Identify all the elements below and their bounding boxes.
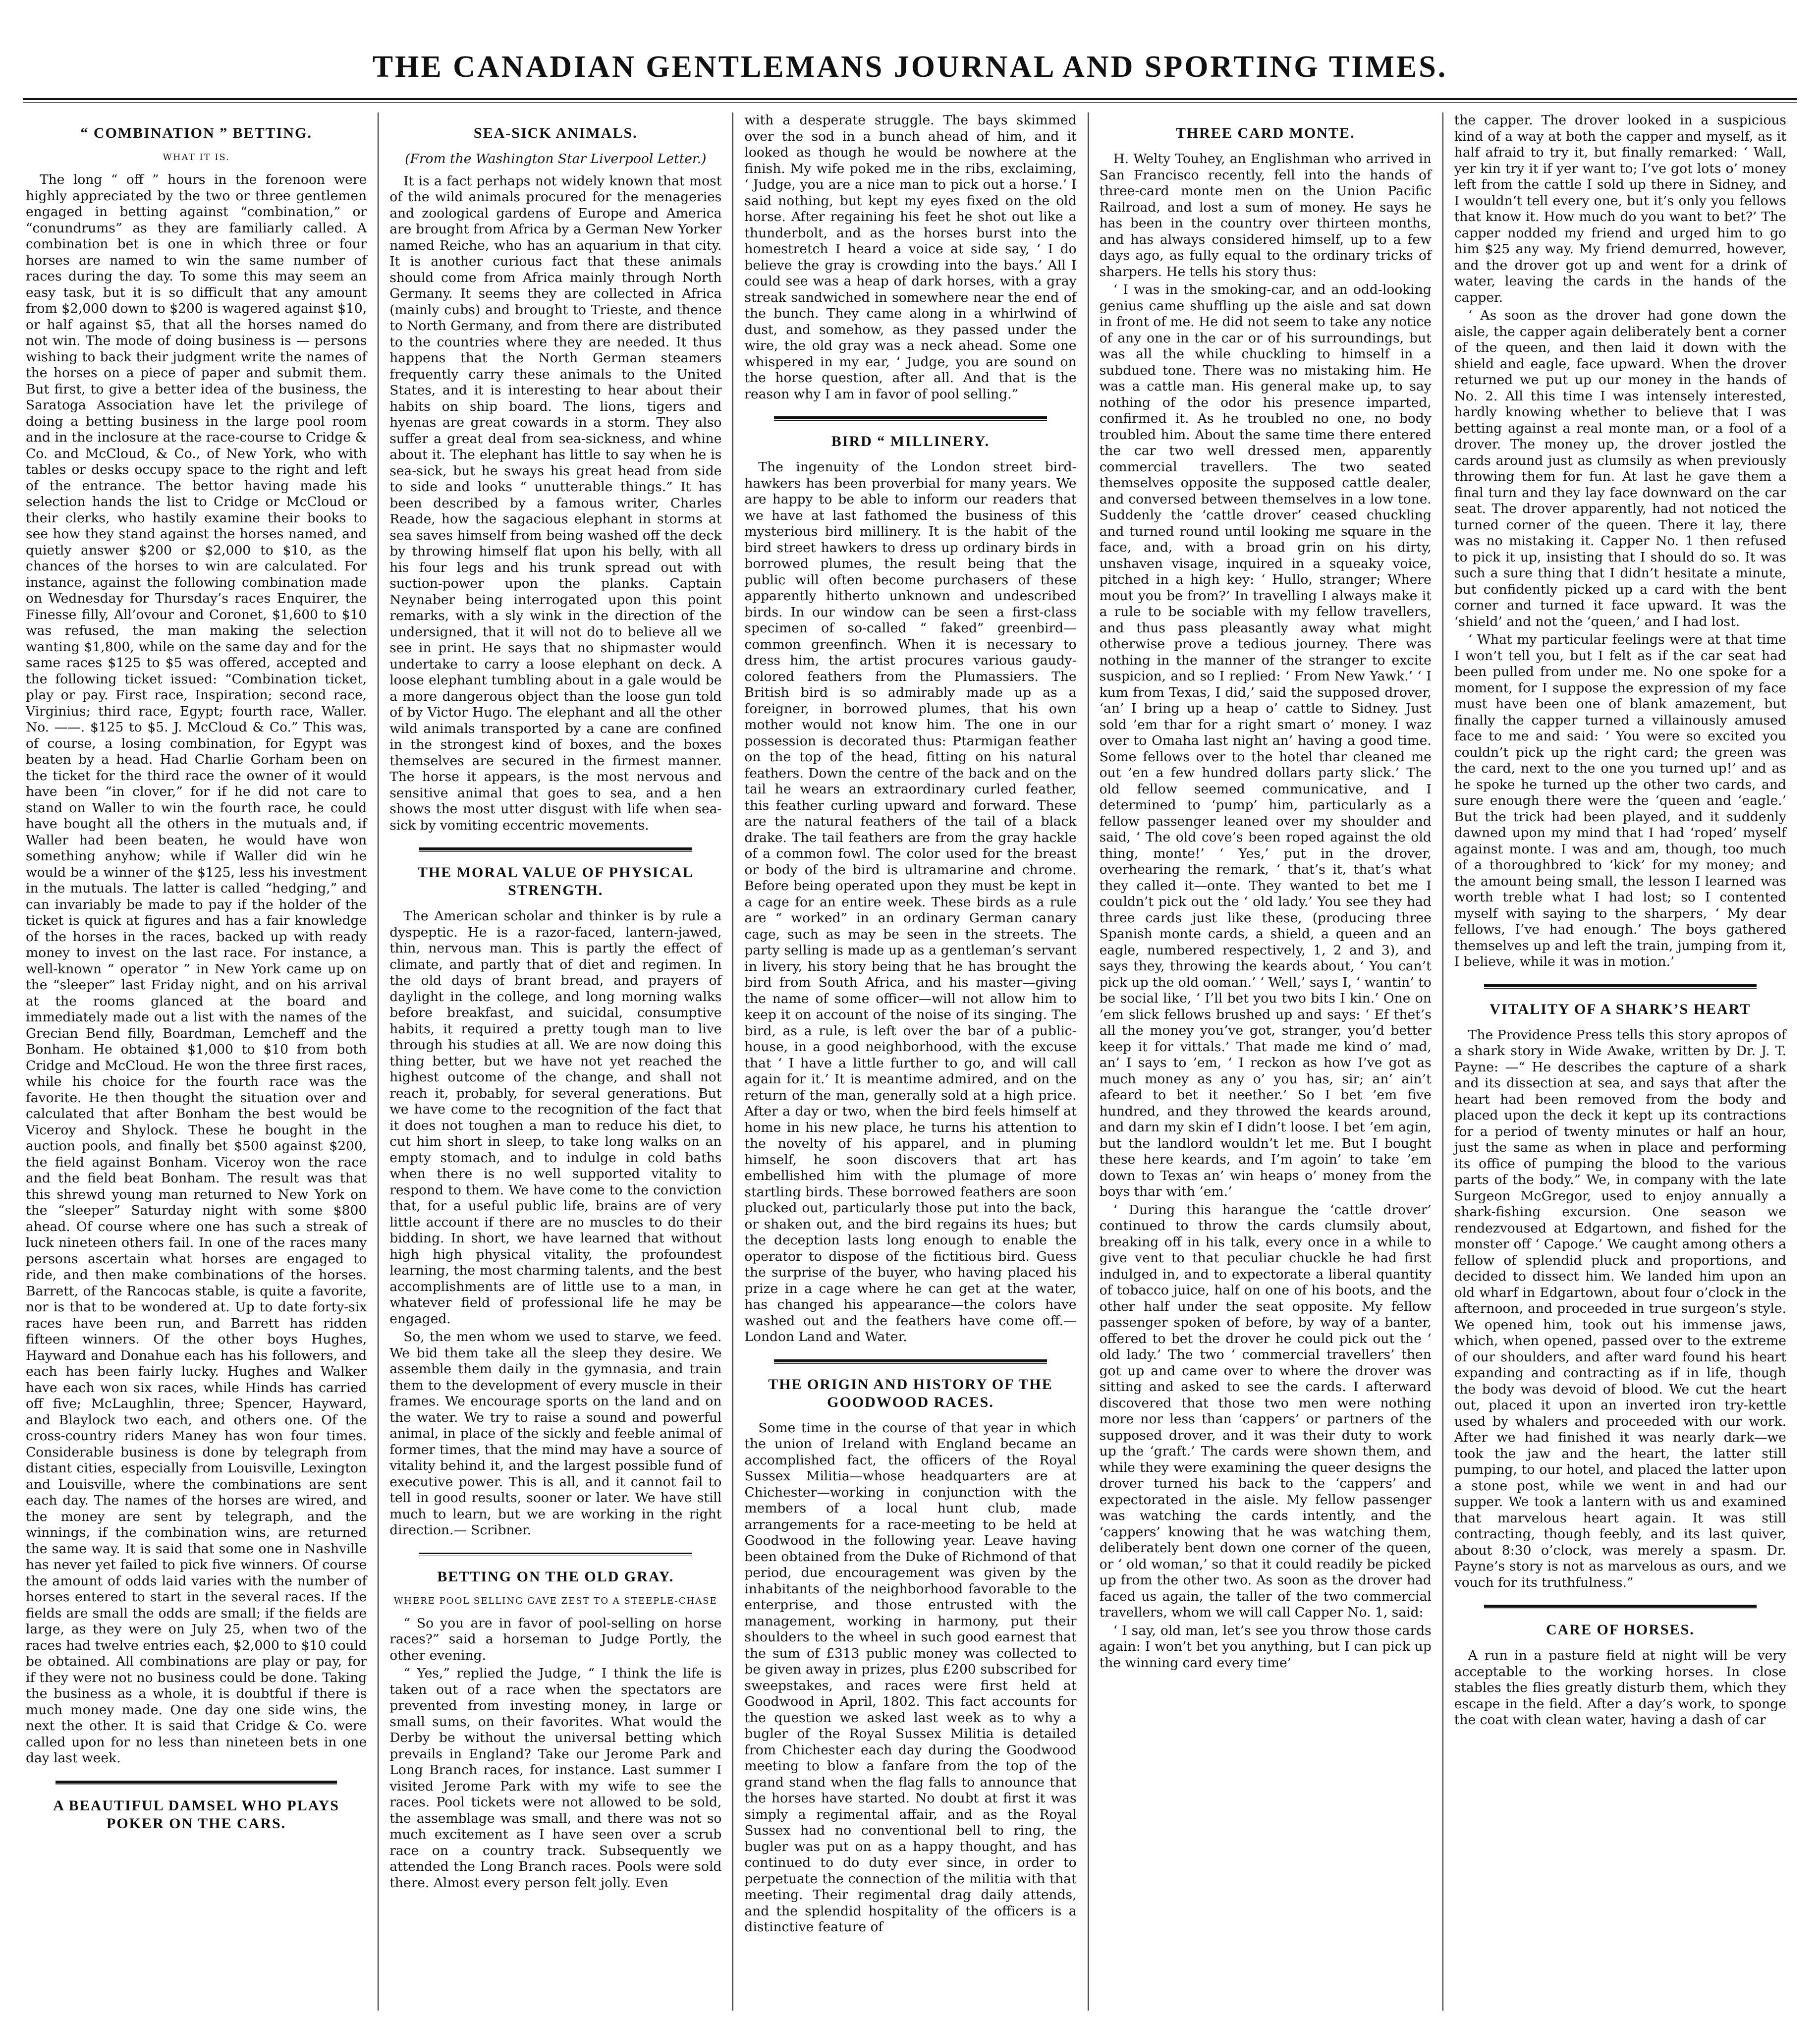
article-body xyxy=(1454,1648,1786,1729)
article-divider xyxy=(55,1781,337,1785)
paragraph: It is a fact perhaps not widely known that most of the wild animals procured for the menageries and zoological gardens of Europe and America are brought from Africa by a German New Yorker named Reiche, who has an aquarium in that city. It is another curious fact that these animals should come from Africa mainly through North Germany. It seems they are collected in Africa (mainly cubs) and brought to Trieste, and thence to North Germany, and from there are distributed to the countries where they are needed. It thus happens that the North German steamers frequently carry these animals to the United States, and it is interesting to hear about their habits on ship board. The lions, tigers and hyenas are great cowards in a storm. They also suffer a great deal from sea-sickness, and whine about it. The elephant has little to say when he is sea-sick, but he sways his great head from side to side and looks “ unutterable things.” It has been described by a famous writer, Charles Reade, how the sagacious elephant in storms at sea saves himself from being washed off the deck by throwing himself flat upon his belly, with all his four legs and his trunk spread out with suction-power upon the planks. Captain Neynaber being interrogated upon this point remarks, with a sly wink in the direction of the undersigned, that it will not do to believe all we see in print. He says that no shipmaster would undertake to carry a loose elephant on deck. A loose elephant tumbling about in a gale would be a more dangerous object than the loose gun told of by Victor Hugo. The elephant and all the other wild animals transported by a cane are confined in the strongest kind of boxes, and the boxes themselves are secured in the firmest manner. The horse it appears, is the most nervous and sensitive animal that goes to sea, and a hen shows the most utter disgust with life when sea-sick by vomiting eccentric movements. xyxy=(389,173,722,833)
column-3 xyxy=(732,112,1087,2011)
article-title: THE ORIGIN AND HISTORY OF THE GOODWOOD RACES. xyxy=(768,1376,1053,1410)
article-title: “ COMBINATION ” BETTING. xyxy=(80,125,312,141)
article-title: SEA-SICK ANIMALS. xyxy=(473,125,638,141)
column-1 xyxy=(23,112,378,2011)
paragraph: A run in a pasture field at night will be very acceptable to the working horses. In close stables the flies greatly disturb them, which they escape in the field. After a day’s work, to sponge the coat with clean water, having a dash of car xyxy=(1454,1648,1786,1728)
paragraph: “ So you are in favor of pool-selling on horse races?” said a horseman to Judge Portly, the other evening. xyxy=(389,1615,722,1663)
column-4 xyxy=(1088,112,1442,2011)
article-body xyxy=(389,173,721,834)
paragraph: ‘ I say, old man, let’s see you throw those cards again: I won’t bet you anything, but I can pick up the winning card every time’ xyxy=(1099,1623,1432,1671)
paragraph: ‘ As soon as the drover had gone down the aisle, the capper again deliberately bent a corner of the queen, and then laid it down with the shield and eagle, face upward. When the drover returned we put up our money in the hands of No. 2. All this time I was intensely interested, hardly knowing whether to believe that I was betting against a real monte man, or a fool of a drover. The money up, the drover jostled the cards around just as clumsily as when previously throwing them for fun. At last he gave them a final turn and they lay face downward on the car seat. The drover apparently, had not noticed the turned corner of the queen. There it lay, there was no mistaking it. Capper No. 1 then refused to pick it up, insisting that I should do so. It was such a sure thing that I didn’t hesitate a minute, but confidently picked up a card with the bent corner and turned it face upward. It was the ‘shield’ and not the ‘queen,’ and I had lost. xyxy=(1454,308,1786,629)
paragraph: ‘ What my particular feelings were at that time I won’t tell you, but I felt as if the car seat had been pulled from under me. No one spoke for a moment, for I suppose the expression of my face must have been one of blank amazement, but finally the capper turned a villainously amused face to me and said: ‘ You were so excited you couldn’t pick up the right card; the green was the card, next to the one you turned up!’ and as he spoke he turned up the other two cards, and sure enough there were the ‘queen and ‘eagle.’ But the trick had been played, and it suddenly dawned upon my mind that I had ‘roped’ myself against monte. I was and am, though, too much of a thoroughbred to ‘kick’ for my money; and the amount being small, the lesson I learned was worth treble what I had lost; so I contented myself with saying to the sharpers, ‘ My dear fellows, I’ve had enough.’ The boys gathered themselves up and left the train, jumping from it, I believe, while it was in motion.’ xyxy=(1454,632,1786,969)
article-divider xyxy=(774,416,1047,421)
article-body xyxy=(389,908,721,1539)
paragraph: The Providence Press tells this story apropos of a shark story in Wide Awake, written by Dr. J. T. Payne: —“ He describes the capture of a shark and its dissection at sea, and says that after the heart had been removed from the body and placed upon the deck it kept up its contractions for a period of twenty minutes or half an hour, just the same as when in place and performing its office of pumping the blood to the various parts of the body.” We, in company with the late Surgeon McGregor, used to enjoy annually a shark-fishing excursion. One season we rendezvoused at Edgartown, and fished for the monster off ‘ Capoge.’ We caught among others a fellow of splendid pluck and proportions, and decided to dissect him. We landed him upon an old wharf in Edgartown, about four o’clock in the afternoon, and proceeded in true surgeon’s style. We opened him, took out his immense jaws, which, when opened, passed over to the extreme of our shoulders, and after ward found his heart expanding and contracting as if in life, though the body was devoid of blood. We cut the heart out, placed it upon an inverted iron try-kettle used by whalers and proceeded with our work. After we had finished it was nearly dark—we took the jaw and the heart, the latter still pumping, to our hotel, and placed the latter upon a stone post, while we went in and had our supper. We took a lantern with us and examined that marvelous heart again. It was still contracting, though feebly, and its last quiver, about 8:30 o’clock, was merely a spasm. Dr. Payne’s story is not as marvelous as ours, and we vouch for its truthfulness.” xyxy=(1454,1027,1786,1590)
article-divider xyxy=(419,1553,692,1556)
article-title: BETTING ON THE OLD GRAY. xyxy=(437,1568,674,1585)
article-body xyxy=(744,1420,1076,1936)
paragraph: The long “ off ” hours in the forenoon were highly appreciated by the two or three gentlemen engaged in betting against “combination,” or “conundrums” as they are familiarly called. A combination bet is one in which three or four horses are named to win the same number of races during the day. To some this may seem an easy task, but it is so difficult that any amount from $2,000 down to $200 is wagered against $10, or half against $5, that all the horses named do not win. The mode of doing business is — persons wishing to back their judgment write the names of the horses on a piece of paper and submit them. But first, to give a better idea of the business, the Saratoga Association have let the privilege of doing a betting business in the large pool room and in the inclosure at the race-course to Cridge & Co. and McCloud, & Co., of New York, who with tables or desks occupy space to the right and left of the entrance. The bettor having made his selection hands the list to Cridge or McCloud or their clerks, who hastily examine their books to see how they stand against the horses named, and quietly answer $200 or $2,000 to $10, as the chances of the horses to win are calculated. For instance, against the following combination made on Wednesday for Thursday’s races Enquirer, the Finesse filly, All’ovour and Coronet, $1,600 to $10 was refused, the man making the selection wanting $1,800, while on the same day and for the same races $125 to $5 was offered, accepted and the following ticket issued: “Combination ticket, play or pay. First race, Inspiration; second race, Virginius; third race, Egypt; fourth race, Waller. No. ——. $125 to $5. J. McCloud & Co.” This was, of course, a losing combination, for Egypt was beaten by a head. Had Charlie Gorham been on the ticket for the third race the owner of it would have been “in clover,” for if he did not care to stand on Waller to win the fourth race, he could have bought all the others in the mutuals and, if Waller had been beaten, he would have won something anyhow; while if Waller did win he would be a winner of the $125, less his investment in the mutuals. The latter is called “hedging,” and can invariably be made to pay if the holder of the ticket is quick at figures and has a fair knowledge of the horses in the races, backed up with ready money to invest on the last race. For instance, a well-known “ operator ” in New York came up on the “sleeper” last Friday night, and on his arrival at the rooms glanced at the board and immediately made out a list with the names of the Grecian Bend filly, Boardman, Lemcheff and the Bonham. He obtained $1,000 to $10 from both Cridge and McCloud. He won the three first races, while his choice for the fourth race was the favorite. He then thought the situation over and calculated that after Bonham the best would be Viceroy and Shylock. These he bought in the auction pools, and finally bet $500 against $200, the field against Bonham. Viceroy won the race and the field beat Bonham. The result was that this shrewd young man returned to New York on the “sleeper” Saturday night with some $800 ahead. Of course where one has such a streak of luck nineteen others fail. In one of the races many persons ascertain what horses are engaged to ride, and then make combinations of the horses. Barrett, of the Rancocas stable, is quite a favorite, nor is that to be wondered at. Up to date forty-six races have been run, and Barrett has ridden fifteen winners. Of the other boys Hughes, Hayward and Donahue each has his followers, and each has been fairly lucky. Hughes and Walker have each won six races, while Hinds has carried off five; McLaughlin, three; Spencer, Hayward, and Blaylock two each, and others one. Of the cross-country riders Maney has won four times. Considerable business is done by telegraph from distant cities, especially from Louisville, Lexington and Louisville, where the combinations are sent each day. The names of the horses are wired, and the money are sent by telegraph, and the winnings, if the combination wins, are returned the same way. It is said that some one in Nashville has never yet failed to pick five winners. Of course the amount of odds laid varies with the number of horses entered to start in the several races. If the fields are small the odds are small; if the fields are large, as they were on July 25, when two of the races had twelve entries each, $2,000 to $10 could be obtained. All combinations are play or pay, for if they were not no business could be done. Taking the business as a whole, it is doubtful if there is much money made. One day one side wins, the next the other. It is said that Cridge & Co. were called upon for no less than nineteen bets in one day last week. xyxy=(26,172,367,1766)
article-title: VITALITY OF A SHARK’S HEART xyxy=(1489,1001,1751,1017)
article-subhead: WHAT IT IS. xyxy=(163,152,230,163)
paragraph: with a desperate struggle. The bays skimmed over the sod in a bunch ahead of him, and it looked as though he would be nowhere at the finish. My wife poked me in the ribs, exclaiming, ‘ Judge, you are a nice man to pick out a horse.’ I said nothing, but kept my eyes fixed on the old horse. After regaining his feet he shot out like a thunderbolt, and as the horses burst into the homestretch I heard a voice at side say, ‘ I do believe the gray is crowding into the bays.’ All I could see was a heap of dark horses, with a gray streak sandwiched in somewhere near the end of the bunch. They came along in a whirlwind of dust, and somehow, as they passed under the wire, the old gray was a neck ahead. Some one whispered in my ear, ‘ Judge, you are sound on the horse question, after all. And that is the reason why I am in favor of pool selling.” xyxy=(744,112,1077,402)
article-divider xyxy=(1484,1605,1757,1609)
paragraph: H. Welty Touhey, an Englishman who arrived in San Francisco recently, fell into the hands of three-card monte men on the Union Pacific Railroad, and lost a sum of money. He says he has been in the country over thirteen months, and has always considered himself, up to a few days ago, as fully equal to the ordinary tricks of sharpers. He tells his story thus: xyxy=(1099,151,1432,280)
article-body xyxy=(744,112,1076,402)
article-body xyxy=(744,459,1076,1345)
paragraph: ‘ I was in the smoking-car, and an odd-looking genius came shuffling up the aisle and sat down in front of me. He did not seem to take any notice of any one in the car or of his surroundings, but was all the while chuckling to himself in a subdued tone. There was no mistaking him. He was a cattle man. His general make up, to say nothing of the odor his presence imparted, confirmed it. As he troubled no one, no body troubled him. About the same time there entered the car two well dressed men, apparently commercial travellers. The two seated themselves opposite the supposed cattle dealer, and conversed between themselves in a low tone. Suddenly the ‘cattle drover’ ceased chuckling and turned round until looking me square in the face, and, with a broad grin on his dirty, unshaven visage, inquired in a squeaky voice, pitched in a high key: ‘ Hullo, stranger; Where mout you be from?’ In travelling I always make it a rule to be sociable with my fellow travellers, and thus pass pleasantly away what might otherwise prove a tedious journey. There was nothing in the manner of the stranger to excite suspicion, and so I replied: ‘ From New Yawk.’ ‘ I kum from Texas, I did,’ said the supposed drover, ‘an’ I bring up a heap o’ cattle to Sidney. Just sold ’em thar for a right smart o’ money. I waz over to Omaha last night an’ having a good time. Some fellows over to the hotel thar cleaned me out ’en a few hundred dollars party slick.’ The old fellow seemed communicative, and I determined to ‘pump’ him, particularly as a fellow passenger leaned over my shoulder and said, ‘ The old cove’s been roped against the old thing, monte!’ ‘ Yes,’ put in the drover, overhearing the remark, ‘ that’s it, that’s what they called it—onte. They wanted to bet me I couldn’t pick out the ‘ old lady.’ You see they had three cards just like these, (producing three Spanish monte cards, a shield, a queen and an eagle, numbered respectively, 1, 2 and 3), and says they, throwing the keards about, ‘ You can’t pick up the old ooman.’ ‘ Well,’ says I, ‘ wantin’ to be social like, ‘ I’ll bet you two bits I kin.’ One on ’em slick fellows brushed up and says: ‘ Ef thet’s all the money you’ve got, stranger, you’d better keep it for vittals.’ That made me kind o’ mad, an’ I says to ’em, ‘ I reckon as how I’ve got as much money as any o’ you has, sir; an’ ain’t afeard to bet it neether.’ So I bet ’em five hundred, and they throwed the keards around, and darn my skin ef I didn’t loose. I bet ’em agin, but the landlord wouldn’t let me. But I bought these here keards, and I’m agoin’ to take ’em down to Texas an’ win heaps o’ money from the boys thar with ’em.’ xyxy=(1099,282,1432,1199)
paragraph: The American scholar and thinker is by rule a dyspeptic. He is a razor-faced, lantern-jawed, thin, nervous man. This is partly the effect of climate, and partly that of diet and regimen. In the old days of brant bread, and prayers of daylight in the college, and long morning walks before breakfast, and suicidal, consumptive habits, it required a pretty tough man to live through his studies at all. We are now doing this thing better, but we have not yet reached the highest outcome of the change, and shall not reach it, probably, for several generations. But we have come to the recognition of the fact that it does not toughen a man to reduce his diet, to cut him short in sleep, to take long walks on an empty stomach, and to indulge in cold baths when there is no well supported vitality to respond to them. We have come to the conviction that, for a useful public life, brains are of very little account if there are no muscles to do their bidding. In short, we have learned that without high high physical vitality, the profoundest learning, the most charming talents, and the best accomplishments are of little use to a man, in whatever field of professional life he may be engaged. xyxy=(389,908,722,1327)
article-title: THREE CARD MONTE. xyxy=(1175,125,1355,141)
article-title: THE MORAL VALUE OF PHYSICAL STRENGTH. xyxy=(417,864,694,898)
article-body xyxy=(1454,1027,1786,1591)
article-body xyxy=(1100,151,1432,1671)
column-5 xyxy=(1442,112,1797,2011)
article-subhead: WHERE POOL SELLING GAVE ZEST TO A STEEPLE-CHASE xyxy=(393,1595,717,1606)
article-body xyxy=(389,1616,721,1892)
article-divider xyxy=(774,1359,1047,1364)
column-2 xyxy=(378,112,732,2011)
paragraph: ‘ During this harangue the ‘cattle drover’ continued to throw the cards clumsily about, breaking off in his talk, every once in a while to give vent to that peculiar chuckle he had first indulged in, and to expectorate a liberal quantity of tobacco juice, half on one of his boots, and the other half under the seat opposite. My fellow passenger spoken of before, by way of a banter, offered to bet the drover he could pick out the ‘ old lady.’ The two ‘ commercial travellers’ then got up and came over to where the drover was sitting and asked to see the cards. I afterward discovered that those two men were nothing more nor less than ‘cappers’ or partners of the supposed drover, and it was their duty to work up the ‘graft.’ The cards were shown them, and while they were examining the queer designs the drover turned his back to the ‘cappers’ and expectorated in the aisle. My fellow passenger was watching the cards intently, and the ‘cappers’ knowing that he was watching them, deliberately bent down one corner of the queen, or ‘ old woman,’ so that it could readily be picked up from the other two. As soon as the drover had faced us again, the taller of the two commercial travellers, whom we will call Capper No. 1, said: xyxy=(1099,1202,1432,1620)
paragraph: the capper. The drover looked in a suspicious kind of a way at both the capper and myself, as it half afraid to try it, but finally remarked: ‘ Wall, yer kin try it if yer want to; I’ve got lots o’ money left from the cattle I sold up there in Sidney, and I wouldn’t tell every one, but it’s only you fellows that know it. How much do you want to bet?’ The capper nodded my friend and urged him to go him $25 any way. My friend demurred, however, and the drover got up and went for a drink of water, leaving the cards in the hands of the capper. xyxy=(1454,112,1786,305)
columns xyxy=(23,112,1797,2011)
masthead-rule xyxy=(23,98,1797,103)
paragraph: So, the men whom we used to starve, we feed. We bid them take all the sleep they desire. We assemble them daily in the gymnasia, and train them to the development of every muscle in their frames. We encourage sports on the land and on the water. We try to raise a sound and powerful animal, in place of the sickly and feeble animal of former times, that the mind may have a source of vitality behind it, and the largest possible fund of executive power. This is all, and it cannot fail to tell in good results, sooner or later. We have still much to learn, but we are working in the right direction.— Scribner. xyxy=(389,1329,722,1538)
article-title: CARE OF HORSES. xyxy=(1546,1622,1695,1638)
masthead: THE CANADIAN GENTLEMANS JOURNAL AND SPORTING TIMES. xyxy=(372,50,1448,84)
article-credit: (From the Washington Star Liverpool Letter.) xyxy=(405,151,707,167)
article-body xyxy=(1454,112,1786,970)
article-body xyxy=(26,172,367,1767)
article-title: BIRD “ MILLINERY. xyxy=(831,433,990,449)
paragraph: “ Yes,” replied the Judge, “ I think the life is taken out of a race when the spectators are prevented from investing money, in large or small sums, on their favorites. What would the Derby be without the universal betting which prevails in England? Take our Jerome Park and Long Branch races, for instance. Last summer I visited Jerome Park with my wife to see the races. Pool tickets were not allowed to be sold, the assemblage was small, and there was not so much excitement as I have seen over a scrub race on a country track. Subsequently we attended the Long Branch races. Pools were sold there. Almost every person felt jolly. Even xyxy=(389,1666,722,1891)
paragraph: The ingenuity of the London street bird-hawkers has been proverbial for many years. We are happy to be able to inform our readers that we have at last fathomed the business of this mysterious bird millinery. It is the habit of the bird street hawkers to dress up ordinary birds in borrowed plumes, the result being that the public will often become purchasers of these apparently hitherto unknown and undescribed birds. In our window can be seen a first-class specimen of so-called “ faked” greenbird—common greenfinch. When it is necessary to dress him, the artist procures various gaudy-colored feathers from the Plumassiers. The British bird is so admirably made up as a foreigner, in borrowed plumes, that his own mother would not know him. The one in our possession is decorated thus: Ptarmigan feather on the top of the head, fitting on his natural feathers. Down the centre of the back and on the tail he wears an extraordinary curled feather, this feather curling upward and forward. These are the natural feathers of the tail of a black drake. The tail feathers are from the gray hackle of a common fowl. The color used for the breast or body of the bird is ultramarine and chrome. Before being operated upon they must be kept in a cage for an entire week. These birds as a rule are “ worked” in an ordinary German canary cage, such as may be seen in the streets. The party selling is made up as a gentleman’s servant in livery, his story being that he has brought the bird from South Africa, and his master—giving the name of some officer—will not allow him to keep it on account of the noise of its singing. The bird, as a rule, is left over the bar of a public-house, in a good neighborhood, with the excuse that ‘ I have a little further to go, and will call again for it.’ It is meantime admired, and on the return of the man, generally sold at a high price. After a day or two, when the bird feels himself at home in his new place, he turns his attention to the novelty of his apparel, and in pluming himself, he soon discovers that art has embellished him with the plumage of more startling birds. These borrowed feathers are soon plucked out, particularly those put into the back, or shaken out, and the bird regains its hues; but the deception lasts long enough to enable the operator to dispose of the fictitious bird. Guess the surprise of the buyer, who having placed his prize in a cage where he can get at the water, has changed his appearance—the colors have washed out and the feathers have come off.—London Land and Water. xyxy=(744,459,1077,1345)
paragraph: Some time in the course of that year in which the union of Ireland with England became an accomplished fact, the officers of the Royal Sussex Militia—whose headquarters are at Chichester—working in conjunction with the members of a local hunt club, made arrangements for a race-meeting to be held at Goodwood in the following year. Leave having been obtained from the Duke of Richmond of that period, due encouragement was given by the inhabitants of the neighborhood favorable to the enterprise, and those entrusted with the management, working in harmony, put their shoulders to the wheel in such good earnest that the sum of £313 public money was collected to be given away in prizes, plus £200 subscribed for sweepstakes, and races were first held at Goodwood in April, 1802. This fact accounts for the question we asked last week as to why a bugler of the Royal Sussex Militia is detailed from Chichester each day during the Goodwood meeting to blow a fanfare from the top of the grand stand when the flag falls to announce that the horses have started. No doubt at first it was simply a regimental affair, and as the Royal Sussex had no conventional bell to ring, the bugler was put on as a happy thought, and has continued to do duty ever since, in order to perpetuate the connection of the militia with that meeting. Their regimental drag daily attends, and the splendid hospitality of the officers is a distinctive feature of xyxy=(744,1420,1077,1935)
article-divider xyxy=(419,847,692,852)
article-divider xyxy=(1484,984,1757,989)
article-title: A BEAUTIFUL DAMSEL WHO PLAYS POKER ON THE CARS. xyxy=(53,1797,339,1832)
